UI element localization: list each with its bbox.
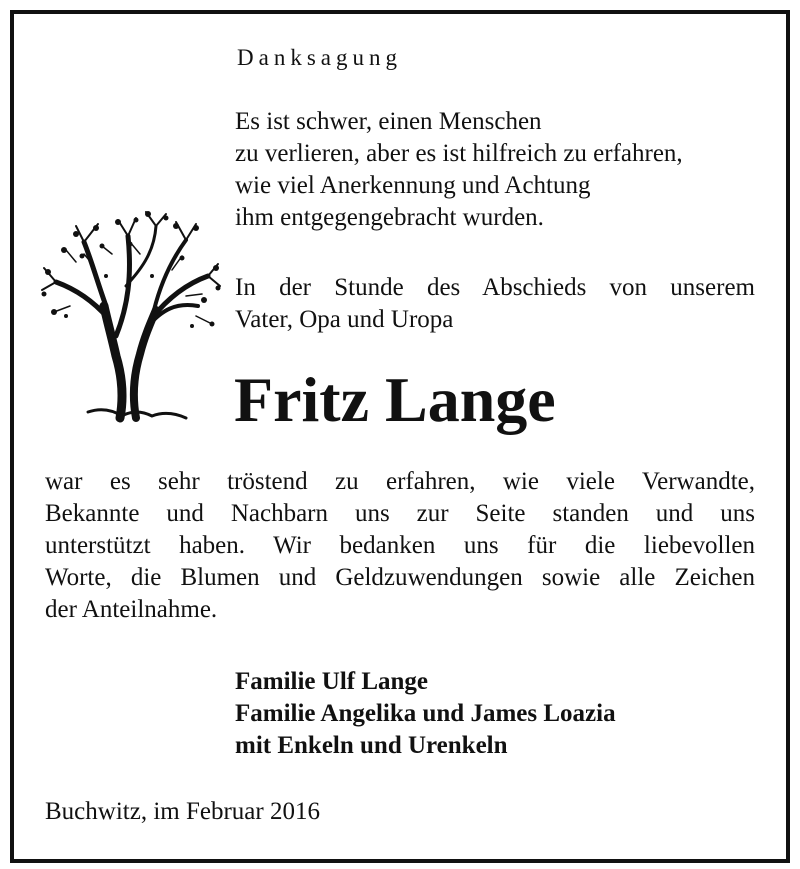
- quote-line: wie viel Anerkennung und Achtung: [235, 172, 591, 199]
- quote: [235, 106, 775, 234]
- intro-line: In der Stunde des Abschieds von unserem: [235, 274, 755, 301]
- body-text: [45, 466, 755, 626]
- body-line: unterstützt haben. Wir bedanken uns für die liebevollen: [45, 532, 755, 559]
- tree-icon: [36, 206, 222, 432]
- quote-line: Es ist schwer, einen Menschen: [235, 108, 542, 135]
- signature-line: Familie Angelika und James Loazia: [235, 700, 616, 727]
- deceased-name: Fritz Lange: [234, 364, 556, 435]
- place-date: Buchwitz, im Februar 2016: [45, 798, 320, 825]
- quote-line: ihm entgegengebracht wurden.: [235, 204, 544, 231]
- signature-line: mit Enkeln und Urenkeln: [235, 732, 508, 759]
- body-line: Worte, die Blumen und Geldzuwendungen sowie alle Zeichen: [45, 564, 755, 591]
- body-line: der Anteilnahme.: [45, 596, 218, 623]
- notice-heading: Danksagung: [237, 45, 402, 70]
- signature-line: Familie Ulf Lange: [235, 668, 429, 695]
- quote-line: zu verlieren, aber es ist hilfreich zu erfahren,: [235, 140, 683, 167]
- intro-line: Vater, Opa und Uropa: [235, 306, 454, 333]
- signature: [235, 666, 616, 762]
- intro: [235, 272, 755, 336]
- body-line: Bekannte und Nachbarn uns zur Seite standen und uns: [45, 500, 755, 527]
- body-line: war es sehr tröstend zu erfahren, wie viele Verwandte,: [45, 468, 755, 495]
